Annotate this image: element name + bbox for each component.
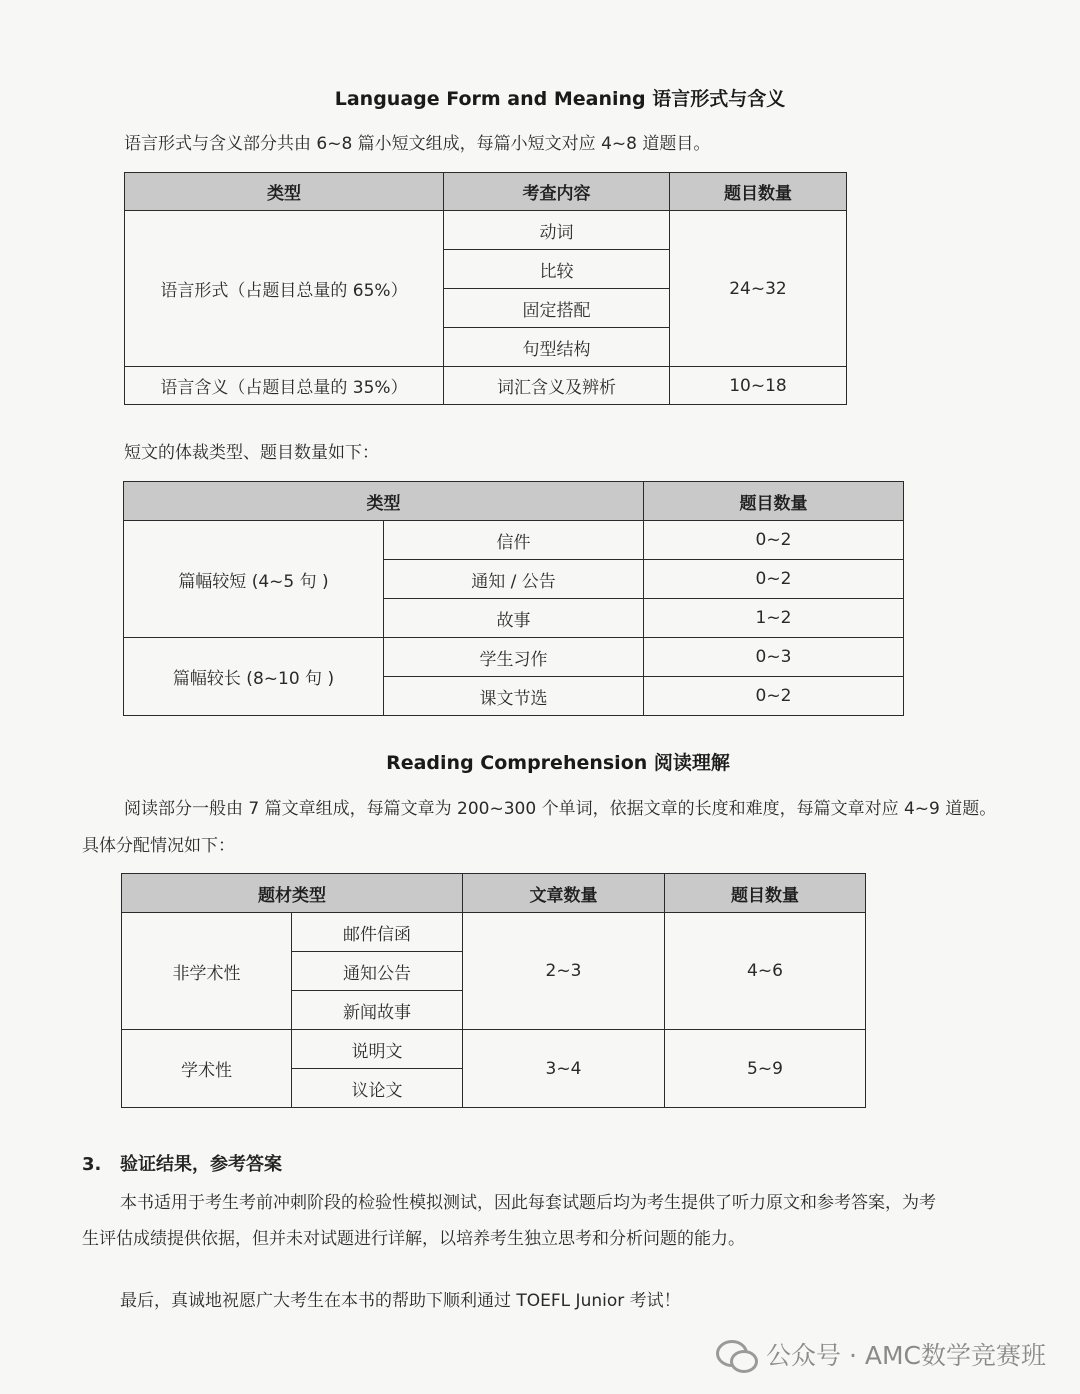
reading-table xyxy=(121,873,866,1108)
reading-intro-line1: 阅读部分一般由 7 篇文章组成，每篇文章为 200~300 个单词，依据文章的长度和难度，每篇文章对应 4~9 道题。 xyxy=(124,799,997,819)
table-cell: 动词 xyxy=(444,211,670,250)
table-header: 类型 xyxy=(125,173,444,211)
table-cell-short-label: 篇幅较短 (4~5 句 ) xyxy=(124,521,384,638)
table-cell-academic-questions: 5~9 xyxy=(665,1030,866,1108)
reading-intro-line2: 具体分配情况如下： xyxy=(82,836,235,856)
table-cell: 邮件信函 xyxy=(292,913,463,952)
table-cell-form-count: 24~32 xyxy=(670,211,847,367)
genre-intro: 短文的体裁类型、题目数量如下： xyxy=(124,443,379,463)
table-header: 题目数量 xyxy=(665,874,866,913)
table-cell-nonacademic-articles: 2~3 xyxy=(463,913,665,1030)
table-cell: 通知公告 xyxy=(292,952,463,991)
verification-para-line2: 生评估成绩提供依据，但并未对试题进行详解，以培养考生独立思考和分析问题的能力。 xyxy=(82,1229,745,1249)
table-cell-form-label: 语言形式（占题目总量的 65%） xyxy=(125,211,444,367)
watermark-text: 公众号 · AMC数学竞赛班 xyxy=(766,1341,1046,1370)
section-heading-verification xyxy=(82,1150,282,1176)
table-header: 考查内容 xyxy=(444,173,670,211)
language-form-table xyxy=(124,172,847,405)
table-cell: 通知 / 公告 xyxy=(384,560,644,599)
table-header: 类型 xyxy=(124,482,644,521)
verification-para-line1: 本书适用于考生考前冲刺阶段的检验性模拟测试，因此每套试题后均为考生提供了听力原文和参考答案，为考 xyxy=(120,1193,936,1213)
table-cell-academic-articles: 3~4 xyxy=(463,1030,665,1108)
section-title: 验证结果，参考答案 xyxy=(120,1154,282,1175)
table-cell: 1~2 xyxy=(644,599,904,638)
table-header: 文章数量 xyxy=(463,874,665,913)
table-cell-long-label: 篇幅较长 (8~10 句 ) xyxy=(124,638,384,716)
table-cell-academic-label: 学术性 xyxy=(122,1030,292,1108)
table-cell: 0~3 xyxy=(644,638,904,677)
table-header: 题材类型 xyxy=(122,874,463,913)
table-cell: 0~2 xyxy=(644,560,904,599)
table-cell: 新闻故事 xyxy=(292,991,463,1030)
table-cell: 议论文 xyxy=(292,1069,463,1108)
watermark xyxy=(716,1336,1046,1372)
table-cell: 信件 xyxy=(384,521,644,560)
section-number: 3. xyxy=(82,1154,102,1175)
table-cell: 词汇含义及辨析 xyxy=(444,367,670,405)
table-cell: 说明文 xyxy=(292,1030,463,1069)
closing-paragraph: 最后，真诚地祝愿广大考生在本书的帮助下顺利通过 TOEFL Junior 考试！ xyxy=(120,1291,681,1311)
table-header: 题目数量 xyxy=(644,482,904,521)
table-header: 题目数量 xyxy=(670,173,847,211)
table-cell-nonacademic-questions: 4~6 xyxy=(665,913,866,1030)
table-cell: 故事 xyxy=(384,599,644,638)
table-cell: 固定搭配 xyxy=(444,289,670,328)
table-cell: 句型结构 xyxy=(444,328,670,367)
table-cell: 课文节选 xyxy=(384,677,644,716)
section-intro-language: 语言形式与含义部分共由 6~8 篇小短文组成，每篇小短文对应 4~8 道题目。 xyxy=(124,134,711,154)
table-cell: 学生习作 xyxy=(384,638,644,677)
genre-table xyxy=(123,481,904,716)
section-heading-language: Language Form and Meaning 语言形式与含义 xyxy=(334,88,786,110)
table-cell-nonacademic-label: 非学术性 xyxy=(122,913,292,1030)
table-cell: 0~2 xyxy=(644,677,904,716)
table-cell-meaning-label: 语言含义（占题目总量的 35%） xyxy=(125,367,444,405)
table-cell: 比较 xyxy=(444,250,670,289)
table-cell: 0~2 xyxy=(644,521,904,560)
section-heading-reading: Reading Comprehension 阅读理解 xyxy=(386,752,730,774)
wechat-icon xyxy=(716,1338,756,1370)
table-cell-meaning-count: 10~18 xyxy=(670,367,847,405)
